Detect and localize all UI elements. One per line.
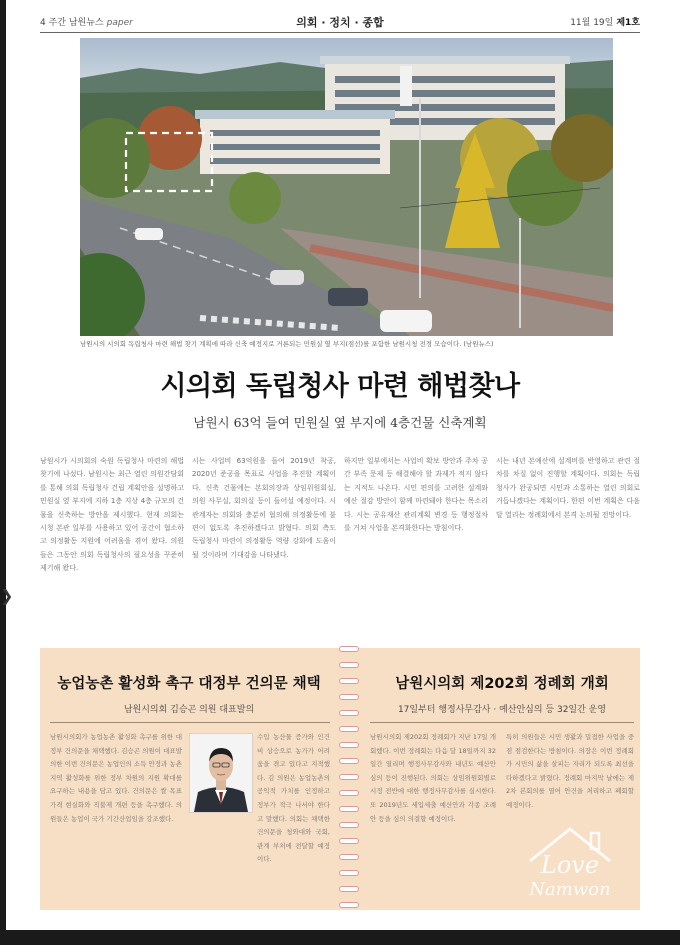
- page-turn-icon[interactable]: ❯: [0, 586, 14, 605]
- spine-ring: [339, 822, 359, 828]
- right-article-rule: [370, 722, 634, 723]
- watermark-line-2: Namwon: [529, 879, 611, 900]
- spine-ring: [339, 774, 359, 780]
- left-article-title: 농업농촌 활성화 촉구 대정부 건의문 채택: [57, 676, 321, 692]
- subheadline: 남원시 63억 들여 민원실 옆 부지에 4층건물 신축계획: [193, 415, 487, 430]
- issue-number: 제1호: [616, 18, 640, 28]
- watermark-line-1: Love: [540, 851, 600, 879]
- left-article-rule: [50, 722, 330, 723]
- photo-caption: 남원시의 시의회 독립청사 마련 해법 찾기 계획에 따라 신축 예정지로 거론되는 민원실 옆 부지(점선)를 포함한 남원시청 전경 모습이다. (남원뉴스): [80, 340, 494, 348]
- spine-ring: [339, 646, 359, 652]
- article-column-4: 시는 내년 본예산에 설계비를 반영하고 관련 절차를 차질 없이 진행할 계획이다. 의회는 독립청사가 완공되면 시민과 소통하는 열린 의회로 거듭나겠다는 계획이다. 한편 이번 계획은 다음 달 열리는 정례회에서 본격 논의될 전망이다.: [496, 457, 640, 519]
- left-article-byline: 남원시의회 김승곤 의원 대표발의: [123, 705, 255, 715]
- right-article-title: 남원시의회 제202회 정례회 개회: [395, 676, 609, 692]
- masthead-right: [570, 15, 640, 28]
- page-info: 4 주간 남원뉴스: [40, 18, 104, 28]
- spine-ring: [339, 838, 359, 844]
- spine-ring: [339, 662, 359, 668]
- watermark-logo: [495, 815, 645, 915]
- main-photo: [80, 38, 613, 336]
- brand-name: paper: [106, 18, 133, 28]
- page-left-border: [0, 0, 6, 945]
- spine-ring: [339, 726, 359, 732]
- spine-ring: [339, 870, 359, 876]
- spine-ring: [339, 742, 359, 748]
- left-article-column-1: 남원시의회가 농업농촌 활성화 촉구를 위한 대정부 건의문을 채택했다. 김승곤 의원이 대표발의한 이번 건의문은 농업인의 소득 안정과 농촌 지역 활성화를 위한 정부 차원의 지원 확대를 요구하는 내용을 담고 있다. 건의문은 쌀 목표가격 현실화와 직불제 개편 등을 촉구했다. 의원들은 농업이 국가 기간산업임을 강조했다.: [50, 733, 182, 823]
- city-hall-photo-illustration: [80, 38, 613, 336]
- spine-ring: [339, 902, 359, 908]
- headline: 시의회 독립청사 마련 해법찾나: [160, 371, 520, 402]
- spine-ring: [339, 854, 359, 860]
- spine-ring: [339, 694, 359, 700]
- spine-ring: [339, 710, 359, 716]
- right-article-column-1: 남원시의회 제202회 정례회가 지난 17일 개회했다. 이번 정례회는 다음 달 18일까지 32일간 열리며 행정사무감사와 내년도 예산안 심의 등이 진행된다. 의회는 상임위원회별로 시정 전반에 대한 행정사무감사를 실시한다. 또 2019년도 세입세출 예산안과 각종 조례안 등을 심의 의결할 예정이다.: [370, 733, 496, 823]
- spine-ring: [339, 886, 359, 892]
- left-article-column-2: 수입 농산물 증가와 인건비 상승으로 농가가 어려움을 겪고 있다고 지적했다. 김 의원은 농업농촌의 공익적 가치를 인정하고 정부가 적극 나서야 한다고 말했다. 의회는 채택한 건의문을 청와대와 국회, 관계 부처에 전달할 예정이다.: [257, 733, 330, 864]
- councilor-portrait: [189, 733, 253, 813]
- notebook-spine: [335, 640, 363, 918]
- spine-ring: [339, 806, 359, 812]
- article-body: [40, 455, 640, 590]
- portrait-illustration: [190, 734, 252, 812]
- spine-ring: [339, 678, 359, 684]
- page-bottom-border: [0, 930, 680, 945]
- article-column-1: 남원시가 시의회의 숙원 독립청사 마련의 해법 찾기에 나섰다. 남원시는 최근 열린 의원간담회를 통해 의회 독립청사 건립 계획안을 설명하고 민원실 옆 부지에 지하 1층 지상 4층 규모의 건물을 신축하는 방안을 제시했다. 현재 의회는 시청 본관 일부를 사용하고 있어 공간이 협소하고 의정활동 지원에 어려움을 겪어 왔다. 의원들은 그동안 의회 독립청사의 필요성을 꾸준히 제기해 왔다.: [40, 457, 184, 573]
- spine-ring: [339, 790, 359, 796]
- issue-date: 11월 19일: [570, 18, 614, 28]
- section-title: 의회 · 정치 · 종합: [296, 16, 384, 29]
- article-column-3: 하지만 일부에서는 사업비 확보 방안과 주차 공간 부족 문제 등 해결해야 할 과제가 적지 않다는 지적도 나온다. 시민 편의를 고려한 설계와 예산 절감 방안이 함께 마련돼야 한다는 목소리다. 시는 공유재산 관리계획 변경 등 행정절차를 거쳐 사업을 본격화한다는 방침이다.: [344, 457, 488, 533]
- masthead: [40, 12, 640, 33]
- right-article-column-2: 특히 의원들은 시민 생활과 밀접한 사업을 중점 점검한다는 방침이다. 의장은 이번 정례회가 시민의 삶을 살피는 자리가 되도록 최선을 다하겠다고 밝혔다. 정례회 마지막 날에는 제2차 본회의를 열어 안건을 처리하고 폐회할 예정이다.: [506, 733, 634, 809]
- spine-ring: [339, 758, 359, 764]
- right-article-byline: 17일부터 행정사무감사 · 예산안심의 등 32일간 운영: [397, 705, 607, 715]
- article-column-2: 시는 사업비 63억원을 들여 2019년 착공, 2020년 준공을 목표로 사업을 추진할 계획이다. 신축 건물에는 본회의장과 상임위원회실, 의원 사무실, 회의실 등이 들어설 예정이다. 시 관계자는 의회와 충분히 협의해 의정활동에 불편이 없도록 추진하겠다고 밝혔다. 의회 측도 독립청사 마련이 의정활동 역량 강화에 도움이 될 것이라며 기대감을 나타냈다.: [192, 457, 336, 559]
